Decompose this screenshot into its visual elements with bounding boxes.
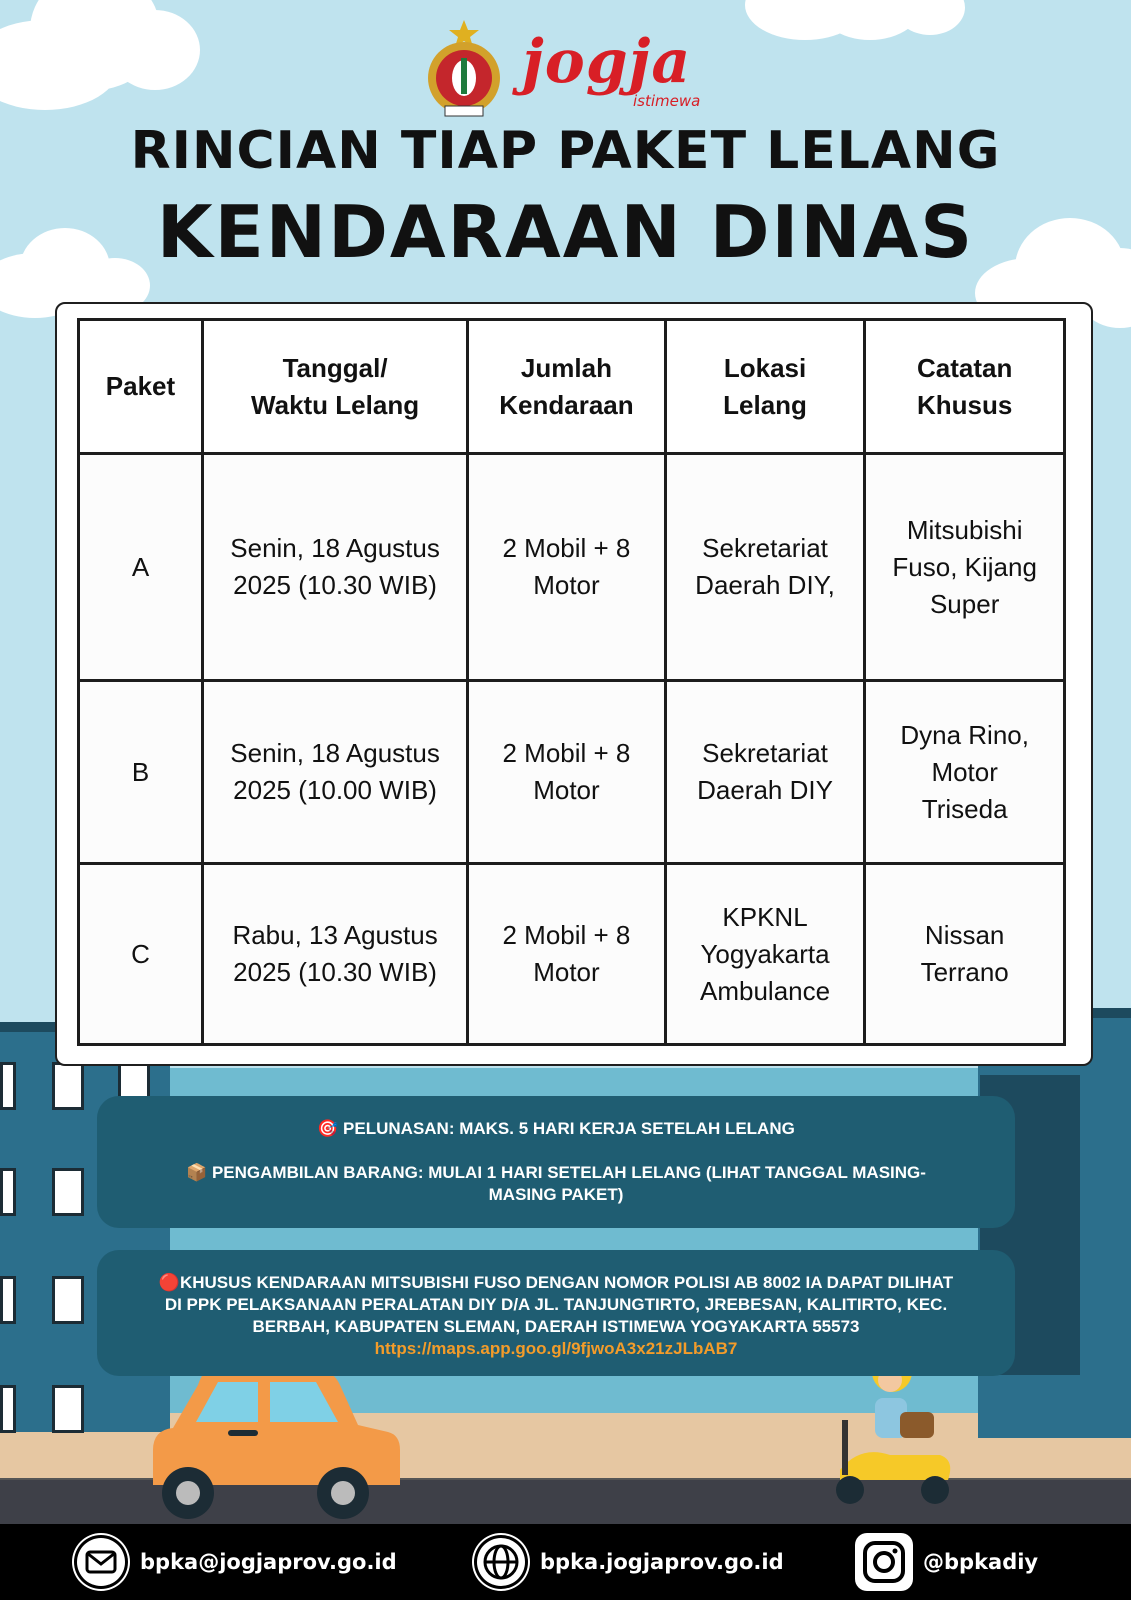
cell-paket: C [79,864,203,1045]
fuso-location-note: 🔴KHUSUS KENDARAAN MITSUBISHI FUSO DENGAN NOMOR POLISI AB 8002 IA DAPAT DILIHAT DI PPK PELAKSANAAN PERALATAN DIY D/A JL. TANJUNGTIRTO, JREBESAN, KALITIRTO, KEC. BERBAH, KABUPATEN SLEMAN, DAERAH ISTIMEWA YOGYAKARTA 55573 [158,1273,954,1336]
cell-catatan: Dyna Rino, Motor Triseda [865,681,1065,864]
car-illustration [148,1360,403,1525]
maps-link[interactable]: https://maps.app.goo.gl/9fjwoA3x21zJLbAB7 [374,1339,738,1358]
pickup-note: 📦 PENGAMBILAN BARANG: MULAI 1 HARI SETELAH LELANG (LIHAT TANGGAL MASING- MASING PAKET) [186,1163,926,1204]
cell-lokasi: Sekretariat Daerah DIY [665,681,865,864]
cell-catatan: Nissan Terrano [865,864,1065,1045]
brand-name: jogja [522,27,692,97]
window [0,1276,16,1324]
footer-email[interactable] [72,1524,397,1600]
fuso-location-info-box [97,1250,1015,1376]
table-row [79,864,1065,1045]
globe-icon [472,1533,530,1591]
payment-pickup-info-box [97,1096,1015,1228]
payment-note: 🎯 PELUNASAN: MAKS. 5 HARI KERJA SETELAH LELANG [317,1119,795,1138]
cell-paket: B [79,681,203,864]
cell-paket: A [79,454,203,681]
website-text: bpka.jogjaprov.go.id [540,1550,784,1574]
window [0,1385,16,1433]
cell-jumlah: 2 Mobil + 8 Motor [468,864,666,1045]
emblem-logo [425,20,503,118]
cell-tanggal: Rabu, 13 Agustus 2025 (10.30 WIB) [203,864,468,1045]
auction-table [77,318,1066,1046]
cell-lokasi: Sekretariat Daerah DIY, [665,454,865,681]
cell-tanggal: Senin, 18 Agustus 2025 (10.30 WIB) [203,454,468,681]
table-row [79,454,1065,681]
footer-website[interactable] [472,1524,784,1600]
page-title-line1: RINCIAN TIAP PAKET LELANG [130,121,1001,181]
header [0,12,1131,112]
header-tanggal: Tanggal/ Waktu Lelang [203,320,468,454]
header-paket: Paket [79,320,203,454]
instagram-icon [855,1533,913,1591]
cell-lokasi: KPKNL Yogyakarta Ambulance [665,864,865,1045]
cell-jumlah: 2 Mobil + 8 Motor [468,681,666,864]
window [52,1062,84,1110]
header-lokasi: Lokasi Lelang [665,320,865,454]
window [0,1062,16,1110]
page-title-line2: KENDARAAN DINAS [156,190,975,274]
cell-catatan: Mitsubishi Fuso, Kijang Super [865,454,1065,681]
email-text: bpka@jogjaprov.go.id [140,1550,397,1574]
header-jumlah: Jumlah Kendaraan [468,320,666,454]
window [52,1168,84,1216]
footer-instagram[interactable] [855,1524,1038,1600]
brand-tagline: istimewa [633,92,701,110]
window [0,1168,16,1216]
instagram-text: @bpkadiy [923,1550,1039,1574]
mail-icon [72,1533,130,1591]
cell-tanggal: Senin, 18 Agustus 2025 (10.00 WIB) [203,681,468,864]
header-catatan: Catatan Khusus [865,320,1065,454]
footer [0,1524,1131,1600]
window [52,1276,84,1324]
table-row [79,681,1065,864]
window [52,1385,84,1433]
cell-jumlah: 2 Mobil + 8 Motor [468,454,666,681]
table-header-row [79,320,1065,454]
